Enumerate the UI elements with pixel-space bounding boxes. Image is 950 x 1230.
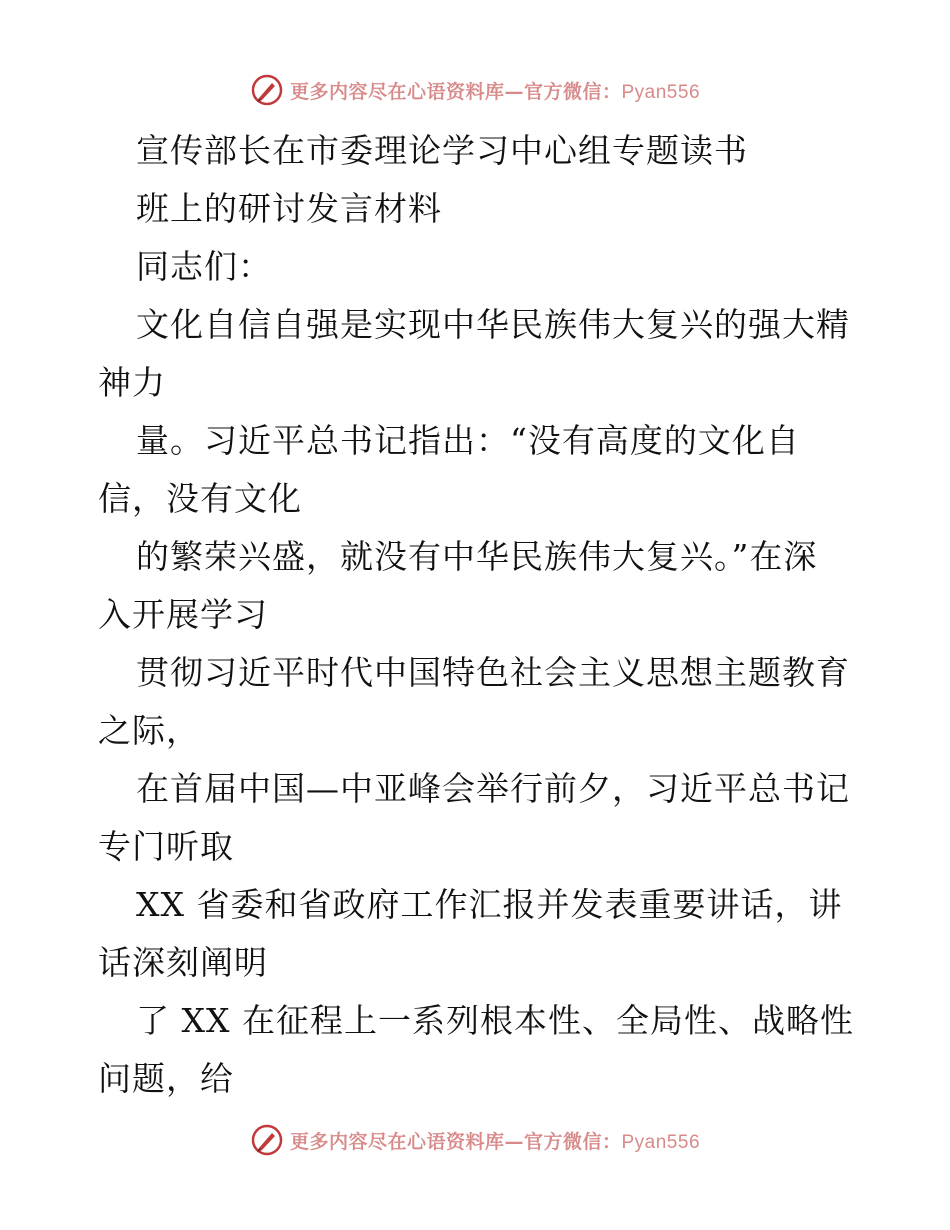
paragraph-line: 神力 xyxy=(98,363,166,402)
paragraph-line: 贯彻习近平时代中国特色社会主义思想主题教育 xyxy=(136,653,850,692)
paragraph-line: 了 XX 在征程上一系列根本性、全局性、战略性 xyxy=(136,1001,854,1040)
pen-logo-icon xyxy=(250,1123,284,1157)
watermark-banner-bottom xyxy=(0,1120,950,1160)
pen-logo-icon xyxy=(250,73,284,107)
paragraph-line: 信，没有文化 xyxy=(98,479,302,518)
document-body xyxy=(98,122,858,1108)
paragraph-line: 文化自信自强是实现中华民族伟大复兴的强大精 xyxy=(136,305,850,344)
watermark-text xyxy=(290,1127,700,1154)
salutation: 同志们： xyxy=(136,247,272,286)
paragraph-line: XX 省委和省政府工作汇报并发表重要讲话，讲 xyxy=(136,885,843,924)
title-line-1: 宣传部长在市委理论学习中心组专题读书 xyxy=(136,131,748,170)
paragraph-line: 之际， xyxy=(98,711,200,750)
watermark-text xyxy=(290,77,700,104)
watermark-text-cn: 更多内容尽在心语资料库—官方微信： xyxy=(289,1130,622,1153)
watermark-wechat-id: Pyan556 xyxy=(621,81,701,103)
watermark-text-cn: 更多内容尽在心语资料库—官方微信： xyxy=(289,80,622,103)
paragraph-line: 问题，给 xyxy=(98,1059,234,1098)
paragraph-line: 专门听取 xyxy=(98,827,234,866)
paragraph-line: 在首届中国—中亚峰会举行前夕，习近平总书记 xyxy=(136,769,850,808)
paragraph-line: 的繁荣兴盛，就没有中华民族伟大复兴。”在深 xyxy=(136,537,818,576)
paragraph-line: 量。习近平总书记指出：“没有高度的文化自 xyxy=(136,421,800,460)
watermark-banner-top xyxy=(0,70,950,110)
paragraph-line: 入开展学习 xyxy=(98,595,268,634)
watermark-wechat-id: Pyan556 xyxy=(621,1131,701,1153)
title-line-2: 班上的研讨发言材料 xyxy=(136,189,442,228)
paragraph-line: 话深刻阐明 xyxy=(98,943,268,982)
